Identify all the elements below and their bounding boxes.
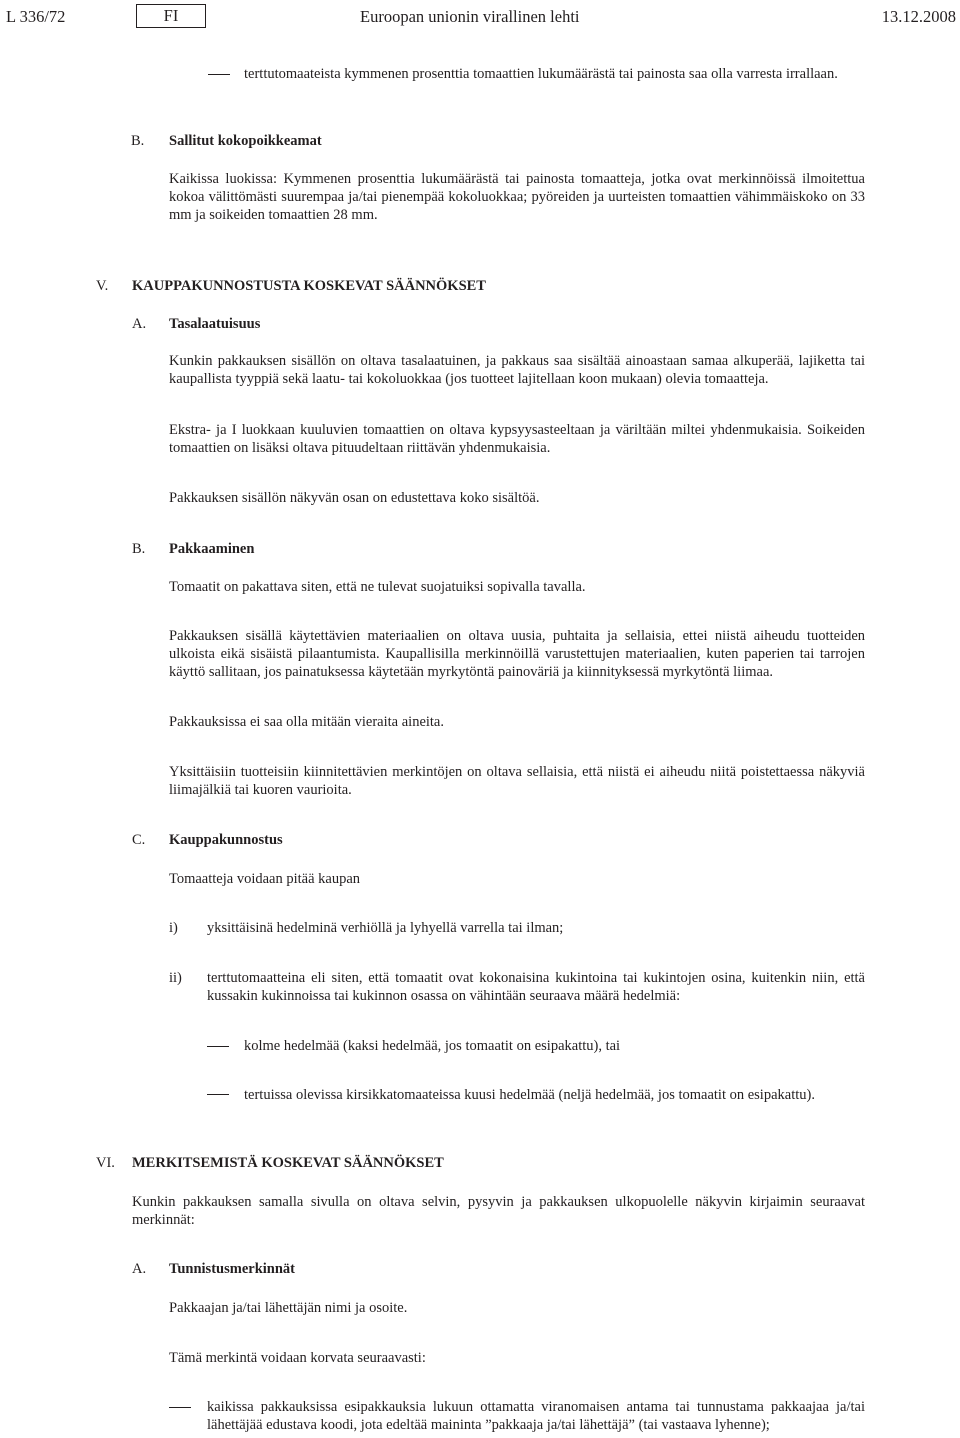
section-heading: Tunnistusmerkinnät — [169, 1261, 295, 1277]
paragraph: Pakkauksen sisällä käytettävien materiaalien on oltava uusia, puhtaita ja sellaisia, ettei niistä aiheudu tuotteiden ulkoista eikä sisäistä pilaantumista. Kaupallisilla merkinnöillä varustettujen materiaalien, kuten paperien tai tarrojen käyttö sallitaan, jos painatuksessa käytetään myrkytöntä painoväriä ja kiinnityksessä myrkytöntä liimaa. — [169, 628, 865, 680]
dash-item-text: tertuissa olevissa kirsikkatomaateissa kuusi hedelmää (neljä hedelmää, jos tomaatit on esipakattu). — [244, 1087, 815, 1103]
section-heading: Pakkaaminen — [169, 541, 255, 557]
paragraph: Ekstra- ja I luokkaan kuuluvien tomaattien on oltava kypsyysasteeltaan ja väriltään miltei yhdenmukaisia. Soikeiden tomaattien on lisäksi oltava pituudeltaan riittävän yhdenmukaisia. — [169, 422, 865, 456]
page-header — [0, 4, 960, 28]
paragraph: Kaikissa luokissa: Kymmenen prosenttia lukumäärästä tai painosta tomaatteja, jotka ovat merkinnöissä ilmoitettua kokoa välittömästi suurempaa ja/tai pienempää kokoluokkaa; pyöreiden ja uurteisten tomaattien vähimmäiskoko on 33 mm ja soikeiden tomaattien 28 mm. — [169, 171, 865, 223]
paragraph: Tämä merkintä voidaan korvata seuraavasti: — [169, 1350, 426, 1366]
list-item-text: terttutomaatteina eli siten, että tomaatit ovat kokonaisina kukintoina tai kukintojen osina, kuitenkin niin, että kussakin kukinnoissa tai kukinnon osassa on vähintään seuraava määrä hedelmiä: — [207, 970, 865, 1004]
dash-item-text: kaikissa pakkauksissa esipakkauksia lukuun ottamatta viranomaisen antama tai tunnustama pakkaajaa ja/tai lähettäjää edustava koodi, jota edeltää maininta ”pakkaaja ja/tai lähettäjä” (tai vastaava lyhenne); — [207, 1399, 865, 1433]
publication-date: 13.12.2008 — [881, 7, 956, 26]
section-heading: Kauppakunnostus — [169, 832, 283, 848]
section-number: C. — [132, 832, 146, 848]
chapter-heading: KAUPPAKUNNOSTUSTA KOSKEVAT SÄÄNNÖKSET — [132, 278, 486, 294]
paragraph: Tomaatteja voidaan pitää kaupan — [169, 871, 361, 887]
page-reference: L 336/72 — [6, 7, 66, 26]
paragraph: Kunkin pakkauksen samalla sivulla on oltava selvin, pysyvin ja pakkauksen ulkopuolelle näkyvin kirjaimin seuraavat merkinnät: — [132, 1194, 865, 1228]
dash-bullet — [207, 1046, 229, 1047]
journal-title: Euroopan unionin virallinen lehti — [360, 7, 580, 26]
dash-item-text: kolme hedelmää (kaksi hedelmää, jos tomaatit on esipakattu), tai — [244, 1038, 621, 1054]
chapter-heading: MERKITSEMISTÄ KOSKEVAT SÄÄNNÖKSET — [132, 1155, 444, 1171]
section-heading: Sallitut kokopoikkeamat — [169, 133, 322, 149]
paragraph: Tomaatit on pakattava siten, että ne tulevat suojatuiksi sopivalla tavalla. — [169, 579, 586, 595]
language-code-box: FI — [136, 4, 206, 28]
list-number: ii) — [169, 970, 182, 986]
section-number: A. — [132, 316, 147, 332]
list-item-text: yksittäisinä hedelminä verhiöllä ja lyhyellä varrella tai ilman; — [207, 920, 564, 936]
dash-bullet — [169, 1407, 191, 1408]
section-heading: Tasalaatuisuus — [169, 316, 261, 332]
section-number: B. — [131, 133, 145, 149]
dash-item-text: terttutomaateista kymmenen prosenttia tomaattien lukumäärästä tai painosta saa olla varresta irrallaan. — [244, 66, 838, 82]
list-number: i) — [169, 920, 178, 936]
paragraph: Kunkin pakkauksen sisällön on oltava tasalaatuinen, ja pakkaus saa sisältää ainoastaan samaa alkuperää, lajiketta tai kaupallista tyyppiä sekä laatu- tai kokoluokkaa (jos tuotteet lajitellaan koon mukaan) olevia tomaatteja. — [169, 353, 865, 387]
paragraph: Pakkaajan ja/tai lähettäjän nimi ja osoite. — [169, 1300, 408, 1316]
paragraph: Yksittäisiin tuotteisiin kiinnitettävien merkintöjen on oltava sellaisia, että niistä ei aiheudu niitä poistettaessa näkyviä liimajälkiä tai kuoren vaurioita. — [169, 764, 865, 798]
dash-bullet — [207, 1094, 229, 1095]
chapter-number: V. — [96, 278, 109, 294]
dash-bullet — [208, 74, 230, 75]
paragraph: Pakkauksen sisällön näkyvän osan on edustettava koko sisältöä. — [169, 490, 540, 506]
chapter-number: VI. — [96, 1155, 115, 1171]
paragraph: Pakkauksissa ei saa olla mitään vieraita aineita. — [169, 714, 444, 730]
section-number: B. — [132, 541, 146, 557]
section-number: A. — [132, 1261, 147, 1277]
